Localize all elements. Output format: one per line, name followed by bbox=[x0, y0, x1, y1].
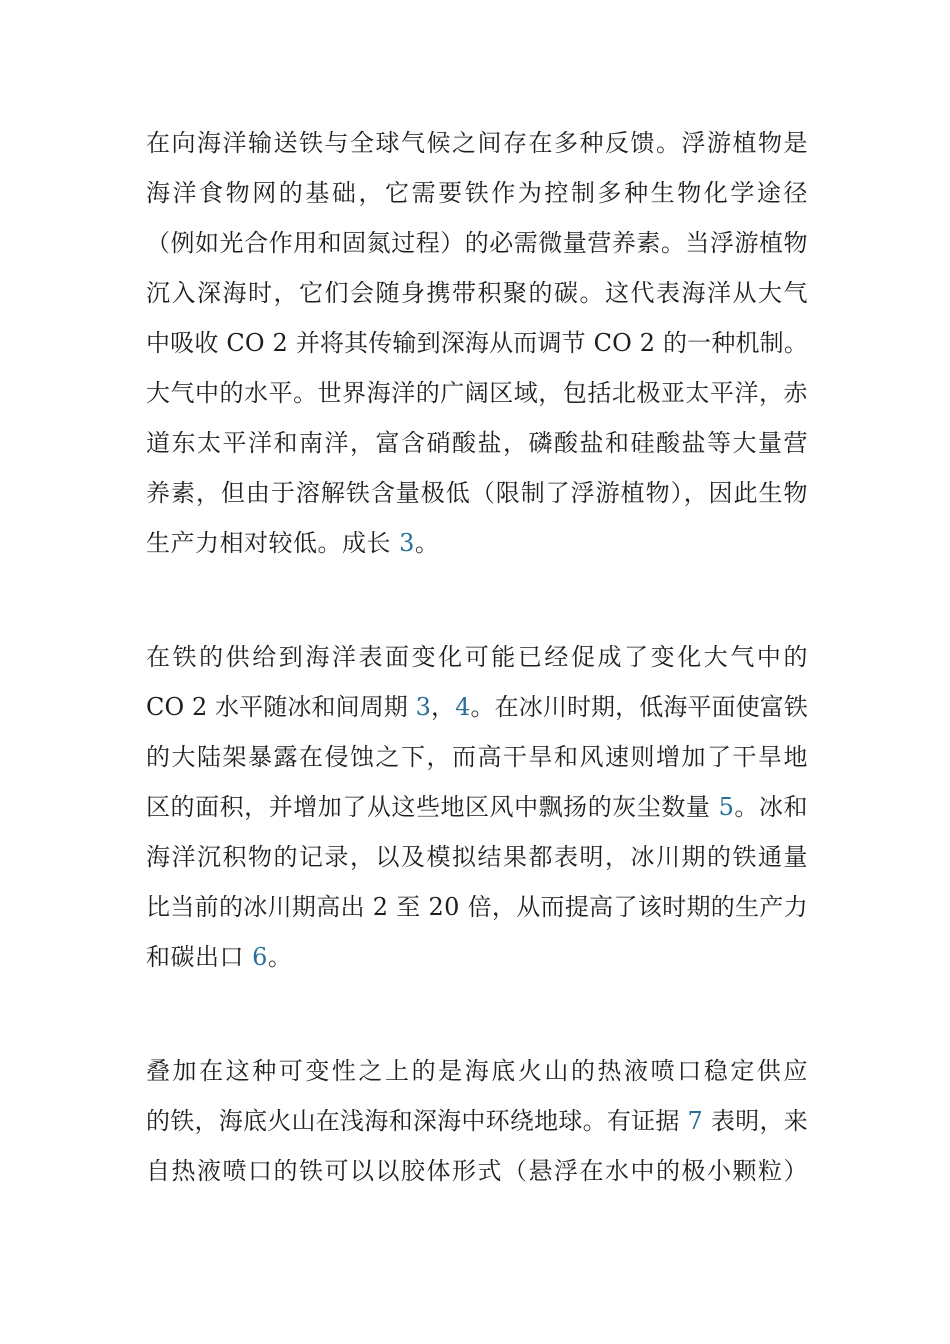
document-page bbox=[146, 118, 808, 1260]
text-segment: 和碳出口 bbox=[146, 943, 253, 971]
text-line bbox=[146, 318, 808, 368]
paragraph bbox=[146, 632, 808, 982]
citation-link[interactable]: 4 bbox=[455, 693, 471, 721]
text-segment: 沉入深海时，它们会随身携带积聚的碳。这代表海洋从大气 bbox=[146, 279, 808, 307]
paragraph bbox=[146, 1046, 808, 1196]
text-segment: 。在冰川时期，低海平面使富铁 bbox=[470, 693, 808, 721]
text-segment: 。 bbox=[414, 529, 440, 557]
text-segment: 中吸收 CO 2 并将其传输到深海从而调节 CO 2 的一种机制。 bbox=[146, 329, 808, 357]
text-line bbox=[146, 418, 808, 468]
text-segment: 表明，来 bbox=[703, 1107, 808, 1135]
text-line bbox=[146, 518, 808, 568]
text-line bbox=[146, 882, 808, 932]
citation-link[interactable]: 3 bbox=[399, 529, 415, 557]
text-line bbox=[146, 732, 808, 782]
text-segment: 养素，但由于溶解铁含量极低（限制了浮游植物），因此生物 bbox=[146, 479, 808, 507]
text-segment: 。冰和 bbox=[734, 793, 808, 821]
text-line bbox=[146, 1046, 808, 1096]
text-segment: CO 2 水平随冰和间周期 bbox=[146, 693, 416, 721]
text-segment: 区的面积，并增加了从这些地区风中飘扬的灰尘数量 bbox=[146, 793, 719, 821]
citation-link[interactable]: 7 bbox=[687, 1107, 704, 1135]
text-line bbox=[146, 932, 808, 982]
text-line bbox=[146, 1096, 808, 1146]
text-segment: 。 bbox=[267, 943, 293, 971]
text-line bbox=[146, 218, 808, 268]
text-segment: 海洋沉积物的记录，以及模拟结果都表明，冰川期的铁通量 bbox=[146, 843, 808, 871]
text-segment: 的铁，海底火山在浅海和深海中环绕地球。有证据 bbox=[146, 1107, 688, 1135]
text-segment: 大气中的水平。世界海洋的广阔区域，包括北极亚太平洋，赤 bbox=[146, 379, 808, 407]
text-line bbox=[146, 1146, 808, 1196]
text-line bbox=[146, 168, 808, 218]
text-line bbox=[146, 118, 808, 168]
text-segment: 比当前的冰川期高出 2 至 20 倍，从而提高了该时期的生产力 bbox=[146, 893, 808, 921]
text-segment: 在向海洋输送铁与全球气候之间存在多种反馈。浮游植物是 bbox=[146, 129, 808, 157]
text-segment: 叠加在这种可变性之上的是海底火山的热液喷口稳定供应 bbox=[146, 1057, 808, 1085]
text-line bbox=[146, 832, 808, 882]
paragraph bbox=[146, 118, 808, 568]
citation-link[interactable]: 6 bbox=[252, 943, 268, 971]
text-segment: 在铁的供给到海洋表面变化可能已经促成了变化大气中的 bbox=[146, 643, 808, 671]
text-line bbox=[146, 268, 808, 318]
text-line bbox=[146, 632, 808, 682]
text-segment: 道东太平洋和南洋，富含硝酸盐，磷酸盐和硅酸盐等大量营 bbox=[146, 429, 808, 457]
citation-link[interactable]: 5 bbox=[718, 793, 735, 821]
text-line bbox=[146, 468, 808, 518]
text-segment: 自热液喷口的铁可以以胶体形式（悬浮在水中的极小颗粒） bbox=[146, 1157, 808, 1185]
text-line bbox=[146, 782, 808, 832]
text-segment: ， bbox=[431, 693, 456, 721]
text-segment: 的大陆架暴露在侵蚀之下，而高干旱和风速则增加了干旱地 bbox=[146, 743, 808, 771]
text-segment: （例如光合作用和固氮过程）的必需微量营养素。当浮游植物 bbox=[146, 229, 808, 257]
text-segment: 生产力相对较低。成长 bbox=[146, 529, 400, 557]
text-line bbox=[146, 368, 808, 418]
text-segment: 海洋食物网的基础，它需要铁作为控制多种生物化学途径 bbox=[146, 179, 808, 207]
text-line bbox=[146, 682, 808, 732]
citation-link[interactable]: 3 bbox=[415, 693, 432, 721]
